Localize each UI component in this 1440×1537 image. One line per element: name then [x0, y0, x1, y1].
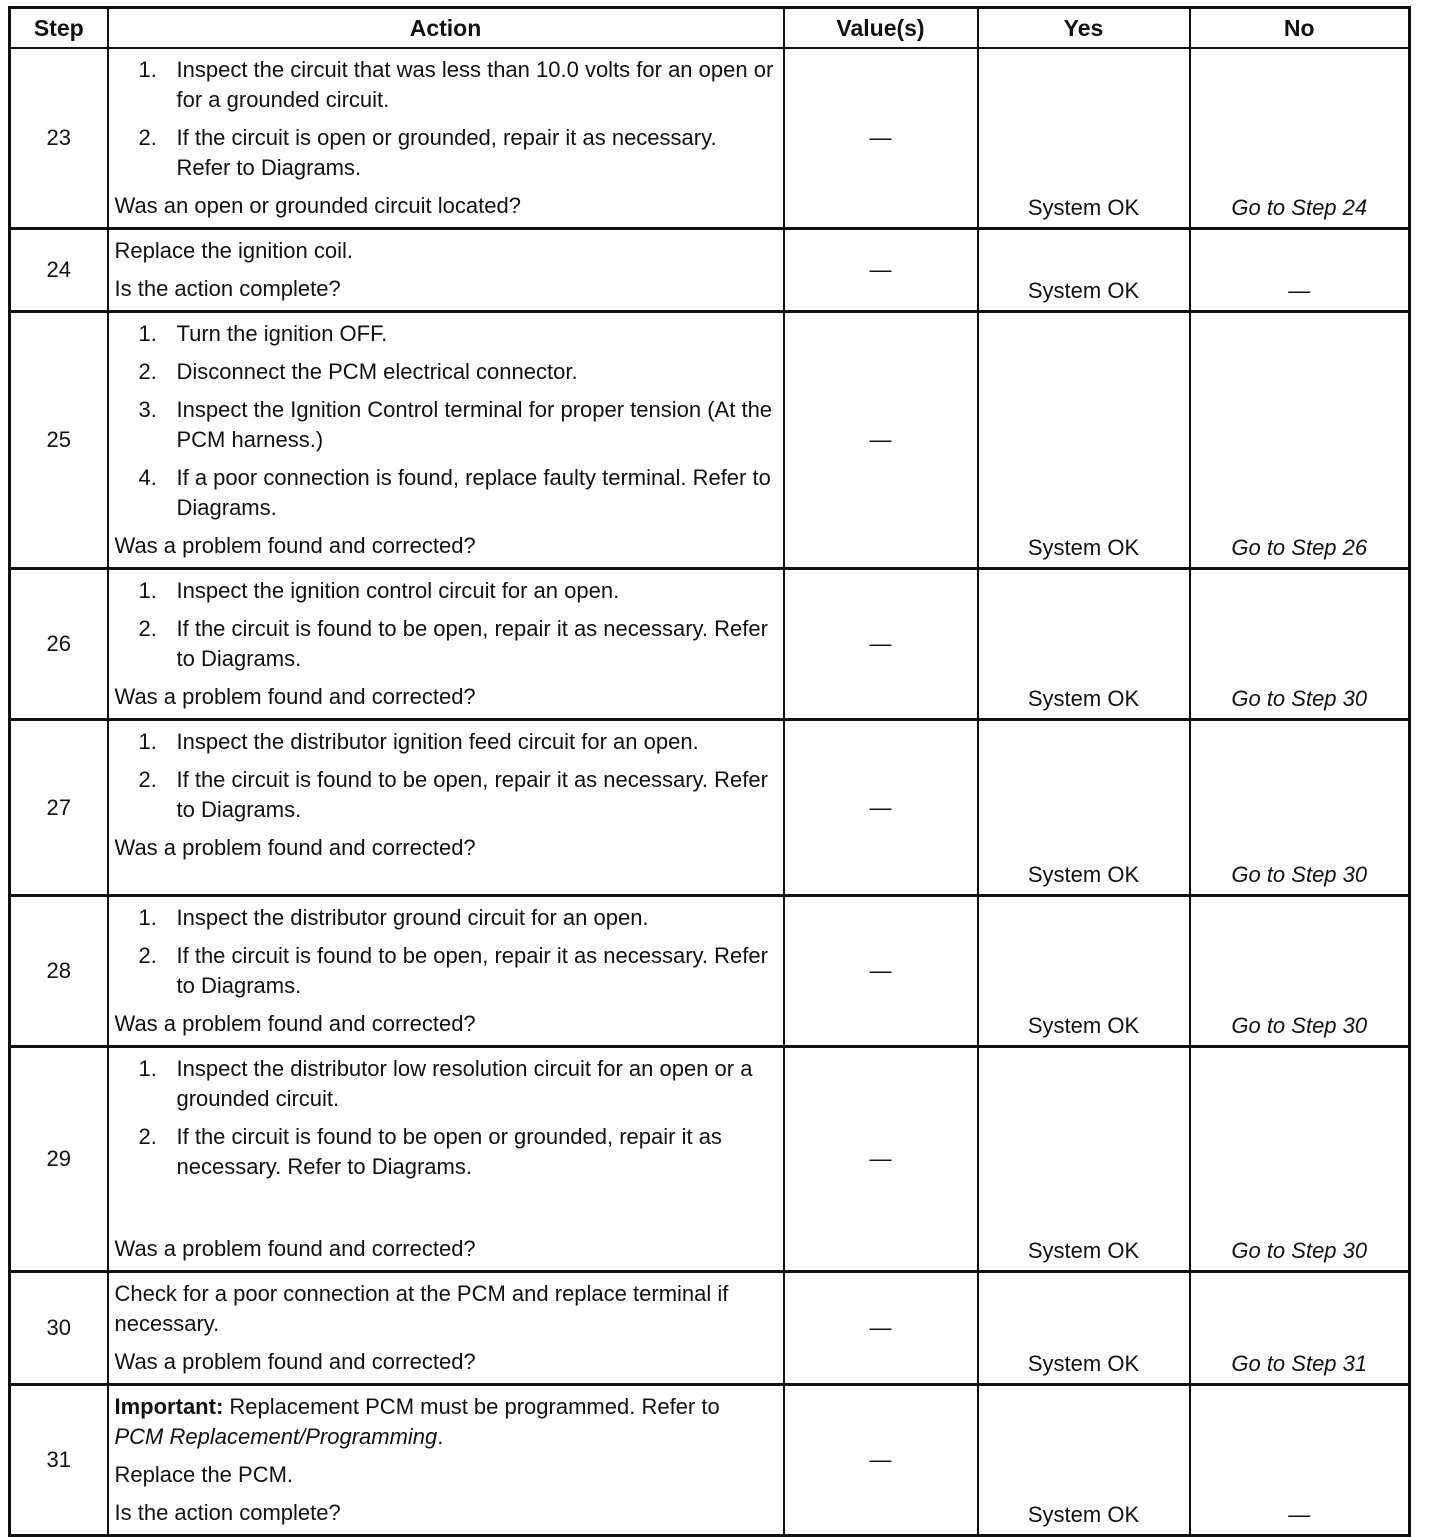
action-step: 1. Inspect the distributor ignition feed circuit for an open.	[138, 729, 699, 754]
action-step: 4. If a poor connection is found, replace faulty terminal. Refer to Diagrams.	[138, 465, 771, 520]
action-question: Was a problem found and corrected?	[114, 1349, 476, 1374]
important-note	[115, 1392, 775, 1452]
spacer	[115, 1190, 775, 1234]
yes-result: System OK	[978, 1385, 1190, 1536]
no-result: Go to Step 24	[1190, 48, 1410, 229]
action-question: Was a problem found and corrected?	[114, 533, 476, 558]
action-cell	[108, 312, 784, 569]
no-result: Go to Step 30	[1190, 569, 1410, 720]
no-result: —	[1190, 229, 1410, 312]
step-number: 26	[10, 569, 108, 720]
step-number: 24	[10, 229, 108, 312]
important-ref: PCM Replacement/Programming	[114, 1424, 438, 1449]
action-text: Replace the ignition coil.	[114, 238, 353, 263]
action-question: Was a problem found and corrected?	[114, 1236, 476, 1261]
no-result: Go to Step 31	[1190, 1272, 1410, 1385]
step-number: 31	[10, 1385, 108, 1536]
value-cell: —	[784, 312, 978, 569]
yes-result: System OK	[978, 1047, 1190, 1272]
header-row	[10, 8, 1410, 49]
action-step: 3. Inspect the Ignition Control terminal for proper tension (At the PCM harness.)	[138, 397, 773, 452]
header-values: Value(s)	[784, 8, 978, 49]
table-row	[10, 1272, 1410, 1385]
action-cell	[108, 1272, 784, 1385]
action-step: 1. Turn the ignition OFF.	[138, 321, 388, 346]
table-row	[10, 1047, 1410, 1272]
value-cell: —	[784, 896, 978, 1047]
table-row	[10, 720, 1410, 896]
action-cell	[108, 1385, 784, 1536]
yes-result: System OK	[978, 48, 1190, 229]
action-text: Check for a poor connection at the PCM and replace terminal if necessary.	[114, 1281, 729, 1336]
action-steps	[115, 319, 775, 523]
action-cell	[108, 896, 784, 1047]
action-question: Is the action complete?	[114, 1500, 341, 1525]
diagnostic-table-page	[8, 6, 1408, 1537]
value-cell: —	[784, 1385, 978, 1536]
action-cell	[108, 229, 784, 312]
action-step: 2. If the circuit is found to be open, repair it as necessary. Refer to Diagrams.	[138, 767, 768, 822]
value-cell: —	[784, 1272, 978, 1385]
value-cell: —	[784, 229, 978, 312]
header-step: Step	[10, 8, 108, 49]
header-action: Action	[108, 8, 784, 49]
action-steps	[115, 727, 775, 825]
action-question: Was a problem found and corrected?	[114, 1011, 476, 1036]
table-row	[10, 312, 1410, 569]
yes-result: System OK	[978, 569, 1190, 720]
action-step: 2. If the circuit is found to be open, repair it as necessary. Refer to Diagrams.	[138, 943, 768, 998]
action-steps	[115, 903, 775, 1001]
table-row	[10, 229, 1410, 312]
header-no: No	[1190, 8, 1410, 49]
no-result: Go to Step 30	[1190, 720, 1410, 896]
diagnostic-table	[8, 6, 1411, 1537]
table-row	[10, 569, 1410, 720]
action-question: Was a problem found and corrected?	[114, 684, 476, 709]
step-number: 23	[10, 48, 108, 229]
important-end: .	[437, 1424, 444, 1449]
action-step: 2. If the circuit is open or grounded, repair it as necessary. Refer to Diagrams.	[138, 125, 717, 180]
action-step: 2. If the circuit is found to be open or grounded, repair it as necessary. Refer to Diagrams.	[138, 1124, 722, 1179]
action-question: Was an open or grounded circuit located?	[114, 193, 521, 218]
yes-result: System OK	[978, 229, 1190, 312]
action-step: 1. Inspect the ignition control circuit for an open.	[138, 578, 620, 603]
no-result: Go to Step 26	[1190, 312, 1410, 569]
action-step: 2. If the circuit is found to be open, repair it as necessary. Refer to Diagrams.	[138, 616, 768, 671]
step-number: 27	[10, 720, 108, 896]
action-step: 2. Disconnect the PCM electrical connector.	[138, 359, 578, 384]
no-result: Go to Step 30	[1190, 896, 1410, 1047]
step-number: 28	[10, 896, 108, 1047]
action-question: Was a problem found and corrected?	[114, 835, 476, 860]
action-step: 1. Inspect the circuit that was less than 10.0 volts for an open or for a grounded circuit.	[138, 57, 774, 112]
action-steps	[115, 1054, 775, 1182]
step-number: 30	[10, 1272, 108, 1385]
yes-result: System OK	[978, 1272, 1190, 1385]
action-cell	[108, 569, 784, 720]
action-text: Replace the PCM.	[114, 1462, 294, 1487]
yes-result: System OK	[978, 720, 1190, 896]
value-cell: —	[784, 720, 978, 896]
no-result: —	[1190, 1385, 1410, 1536]
table-row	[10, 48, 1410, 229]
important-text: Replacement PCM must be programmed. Refer to	[229, 1394, 720, 1419]
no-result: Go to Step 30	[1190, 1047, 1410, 1272]
action-step: 1. Inspect the distributor low resolution circuit for an open or a grounded circuit.	[138, 1056, 753, 1111]
table-row	[10, 1385, 1410, 1536]
table-row	[10, 896, 1410, 1047]
action-steps	[115, 576, 775, 674]
action-steps	[115, 55, 775, 183]
yes-result: System OK	[978, 896, 1190, 1047]
action-step: 1. Inspect the distributor ground circuit for an open.	[138, 905, 649, 930]
value-cell: —	[784, 48, 978, 229]
step-number: 25	[10, 312, 108, 569]
action-question: Is the action complete?	[114, 276, 341, 301]
value-cell: —	[784, 569, 978, 720]
action-cell	[108, 48, 784, 229]
header-yes: Yes	[978, 8, 1190, 49]
value-cell: —	[784, 1047, 978, 1272]
yes-result: System OK	[978, 312, 1190, 569]
action-cell	[108, 1047, 784, 1272]
important-label: Important:	[114, 1394, 224, 1419]
step-number: 29	[10, 1047, 108, 1272]
action-cell	[108, 720, 784, 896]
